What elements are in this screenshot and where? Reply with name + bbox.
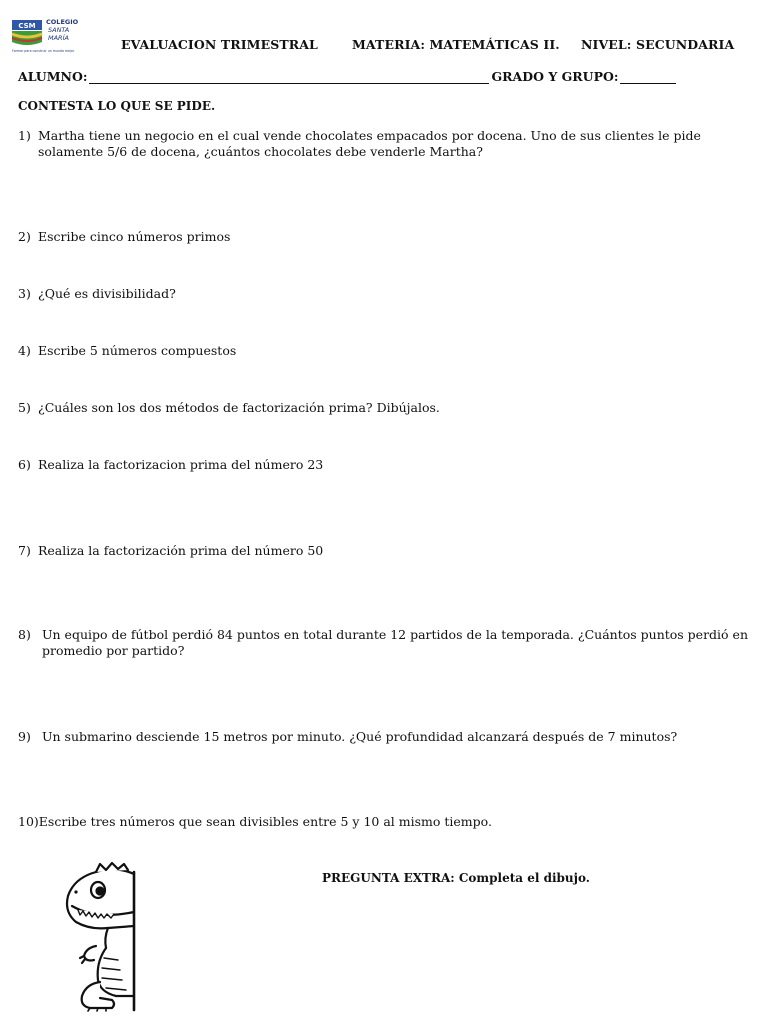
- exam-subject: MATERIA: MATEMÁTICAS II.: [352, 37, 560, 52]
- question-number: 2): [18, 229, 31, 244]
- exam-level: NIVEL: SECUNDARIA: [581, 37, 735, 52]
- question-number: 6): [18, 457, 31, 472]
- exam-title: EVALUACION TRIMESTRAL: [121, 37, 318, 52]
- student-info-row: [18, 69, 758, 84]
- school-logo: [8, 14, 100, 60]
- logo-line-1: COLEGIO: [46, 18, 79, 26]
- question-text: Escribe tres números que sean divisibles entre 5 y 10 al mismo tiempo.: [38, 814, 492, 829]
- question-3: [18, 286, 748, 302]
- question-4: [18, 343, 748, 359]
- grade-group-field[interactable]: [620, 71, 676, 84]
- question-number: 1): [18, 128, 31, 143]
- question-number: 10): [18, 814, 39, 829]
- question-number: 3): [18, 286, 31, 301]
- grade-group-label: GRADO Y GRUPO:: [491, 69, 619, 84]
- student-name-label: ALUMNO:: [18, 69, 88, 84]
- question-number: 9): [18, 729, 31, 744]
- question-1: [18, 128, 748, 160]
- student-name-field[interactable]: [89, 71, 489, 84]
- question-6: [18, 457, 748, 473]
- logo-tagline: Formar para construir un mundo mejor: [12, 49, 75, 53]
- question-7: [18, 543, 748, 559]
- question-number: 5): [18, 400, 31, 415]
- logo-line-2: SANTA: [48, 26, 70, 34]
- question-text: Martha tiene un negocio en el cual vende chocolates empacados por docena. Uno de sus clientes le pide solamente 5/6 de docena, ¿cuántos chocolates debe venderle Martha?: [38, 128, 701, 159]
- question-number: 4): [18, 343, 31, 358]
- logo-badge-text: CSM: [18, 22, 36, 30]
- half-dinosaur-drawing-icon: [56, 862, 136, 1012]
- instruction-heading: CONTESTA LO QUE SE PIDE.: [18, 99, 216, 113]
- question-text: ¿Qué es divisibilidad?: [38, 286, 176, 301]
- logo-line-3: MARÍA: [48, 34, 69, 42]
- question-9: [18, 729, 748, 745]
- question-text: Un equipo de fútbol perdió 84 puntos en total durante 12 partidos de la temporada. ¿Cuántos puntos perdió en promedio por partido?: [42, 627, 748, 658]
- question-10: [18, 814, 748, 830]
- extra-question: PREGUNTA EXTRA: Completa el dibujo.: [322, 871, 590, 885]
- question-text: Un submarino desciende 15 metros por minuto. ¿Qué profundidad alcanzará después de 7 minutos?: [42, 729, 678, 744]
- question-text: Realiza la factorizacion prima del número 23: [38, 457, 324, 472]
- question-text: Escribe cinco números primos: [38, 229, 231, 244]
- question-number: 7): [18, 543, 31, 558]
- question-number: 8): [18, 627, 31, 642]
- question-5: [18, 400, 748, 416]
- question-text: Escribe 5 números compuestos: [38, 343, 237, 358]
- question-text: ¿Cuáles son los dos métodos de factorización prima? Dibújalos.: [38, 400, 440, 415]
- question-text: Realiza la factorización prima del número 50: [38, 543, 324, 558]
- question-8: [18, 627, 748, 659]
- question-2: [18, 229, 748, 245]
